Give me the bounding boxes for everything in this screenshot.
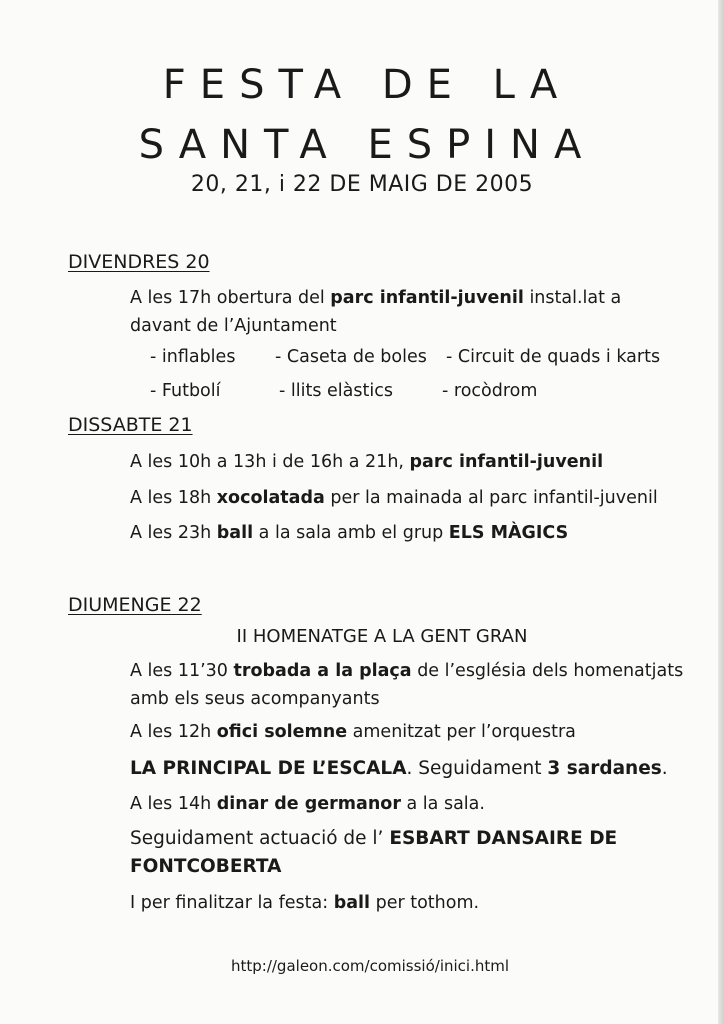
friday-item-2: - Caseta de boles [275,347,427,367]
sunday-line-1-text-a: A les 11’30 [130,661,234,681]
sunday-line-4 [130,758,668,779]
sunday-line-1-text-c: de l’església dels homenatjats [411,661,684,681]
footer-url-container [0,957,724,975]
sunday-line-1 [130,661,683,681]
saturday-line-2 [130,488,658,508]
sunday-line-6-text-a: Seguidament actuació de l’ [130,828,390,849]
saturday-line-3-bold-d: ELS MÀGICS [448,523,569,543]
saturday-line-2-text-a: A les 18h [130,488,217,508]
day-heading-sunday: DIUMENGE 22 [68,594,202,616]
saturday-line-2-text-c: per la mainada al parc infantil-juvenil [324,488,658,508]
friday-line-1-text-a: A les 17h obertura del [130,288,331,308]
sunday-line-3 [130,722,576,742]
saturday-line-3-text-a: A les 23h [130,523,217,543]
saturday-line-3-text-c: a la sala amb el grup [253,523,449,543]
friday-line-1-text-c: instal.lat a [523,288,622,308]
title-line-2: SANTA ESPINA [138,122,596,168]
sunday-line-8-text-c: per tothom. [370,893,480,913]
saturday-line-3 [130,523,568,543]
sunday-line-7-bold: FONTCOBERTA [130,856,282,877]
friday-item-3: - Circuit de quads i karts [446,347,661,367]
sunday-line-6 [130,828,617,849]
sunday-line-6-bold: ESBART DANSAIRE DE [389,828,618,849]
event-dates: 20, 21, i 22 DE MAIG DE 2005 [190,172,534,197]
friday-line-1-bold: parc infantil-juvenil [330,288,524,308]
friday-item-4: - Futbolí [150,381,221,401]
day-heading-friday: DIVENDRES 20 [68,251,210,273]
friday-line-2: davant de l’Ajuntament [130,316,337,336]
saturday-line-1-bold: parc infantil-juvenil [409,452,604,472]
sunday-line-4-text-b: . Seguidament [406,758,548,779]
sunday-line-3-text-c: amenitzat per l’orquestra [347,722,576,742]
footer-url-link[interactable]: http://galeon.com/comissió/inici.html [230,957,510,975]
sunday-line-4-bold-a: LA PRINCIPAL DE L’ESCALA [130,758,407,779]
sunday-line-5 [130,794,485,814]
sunday-line-5-text-c: a la sala. [400,794,485,814]
sunday-line-8-bold: ball [333,893,371,913]
friday-item-5: - llits elàstics [279,381,393,401]
sunday-line-8-text-a: I per finalitzar la festa: [130,893,334,913]
sunday-subtitle: II HOMENATGE A LA GENT GRAN [236,626,528,647]
sunday-line-1-bold: trobada a la plaça [233,661,412,681]
sunday-line-5-bold: dinar de germanor [216,794,401,814]
sunday-line-3-text-a: A les 12h [130,722,217,742]
saturday-line-1-text-a: A les 10h a 13h i de 16h a 21h, [130,452,410,472]
friday-line-1 [130,288,621,308]
sunday-line-8 [130,893,479,913]
sunday-line-3-bold: ofici solemne [216,722,348,742]
sunday-line-4-text-d: . [661,758,668,779]
sunday-line-2: amb els seus acompanyants [130,689,380,709]
friday-item-1: - inflables [150,347,236,367]
sunday-line-7 [130,856,281,877]
title-line-1: FESTA DE LA [162,62,572,108]
sunday-line-5-text-a: A les 14h [130,794,217,814]
day-heading-saturday: DISSABTE 21 [68,414,193,436]
saturday-line-1 [130,452,603,472]
sunday-line-4-bold-c: 3 sardanes [547,758,662,779]
friday-item-6: - rocòdrom [442,381,538,401]
saturday-line-2-bold: xocolatada [216,488,325,508]
saturday-line-3-bold-a: ball [216,523,254,543]
